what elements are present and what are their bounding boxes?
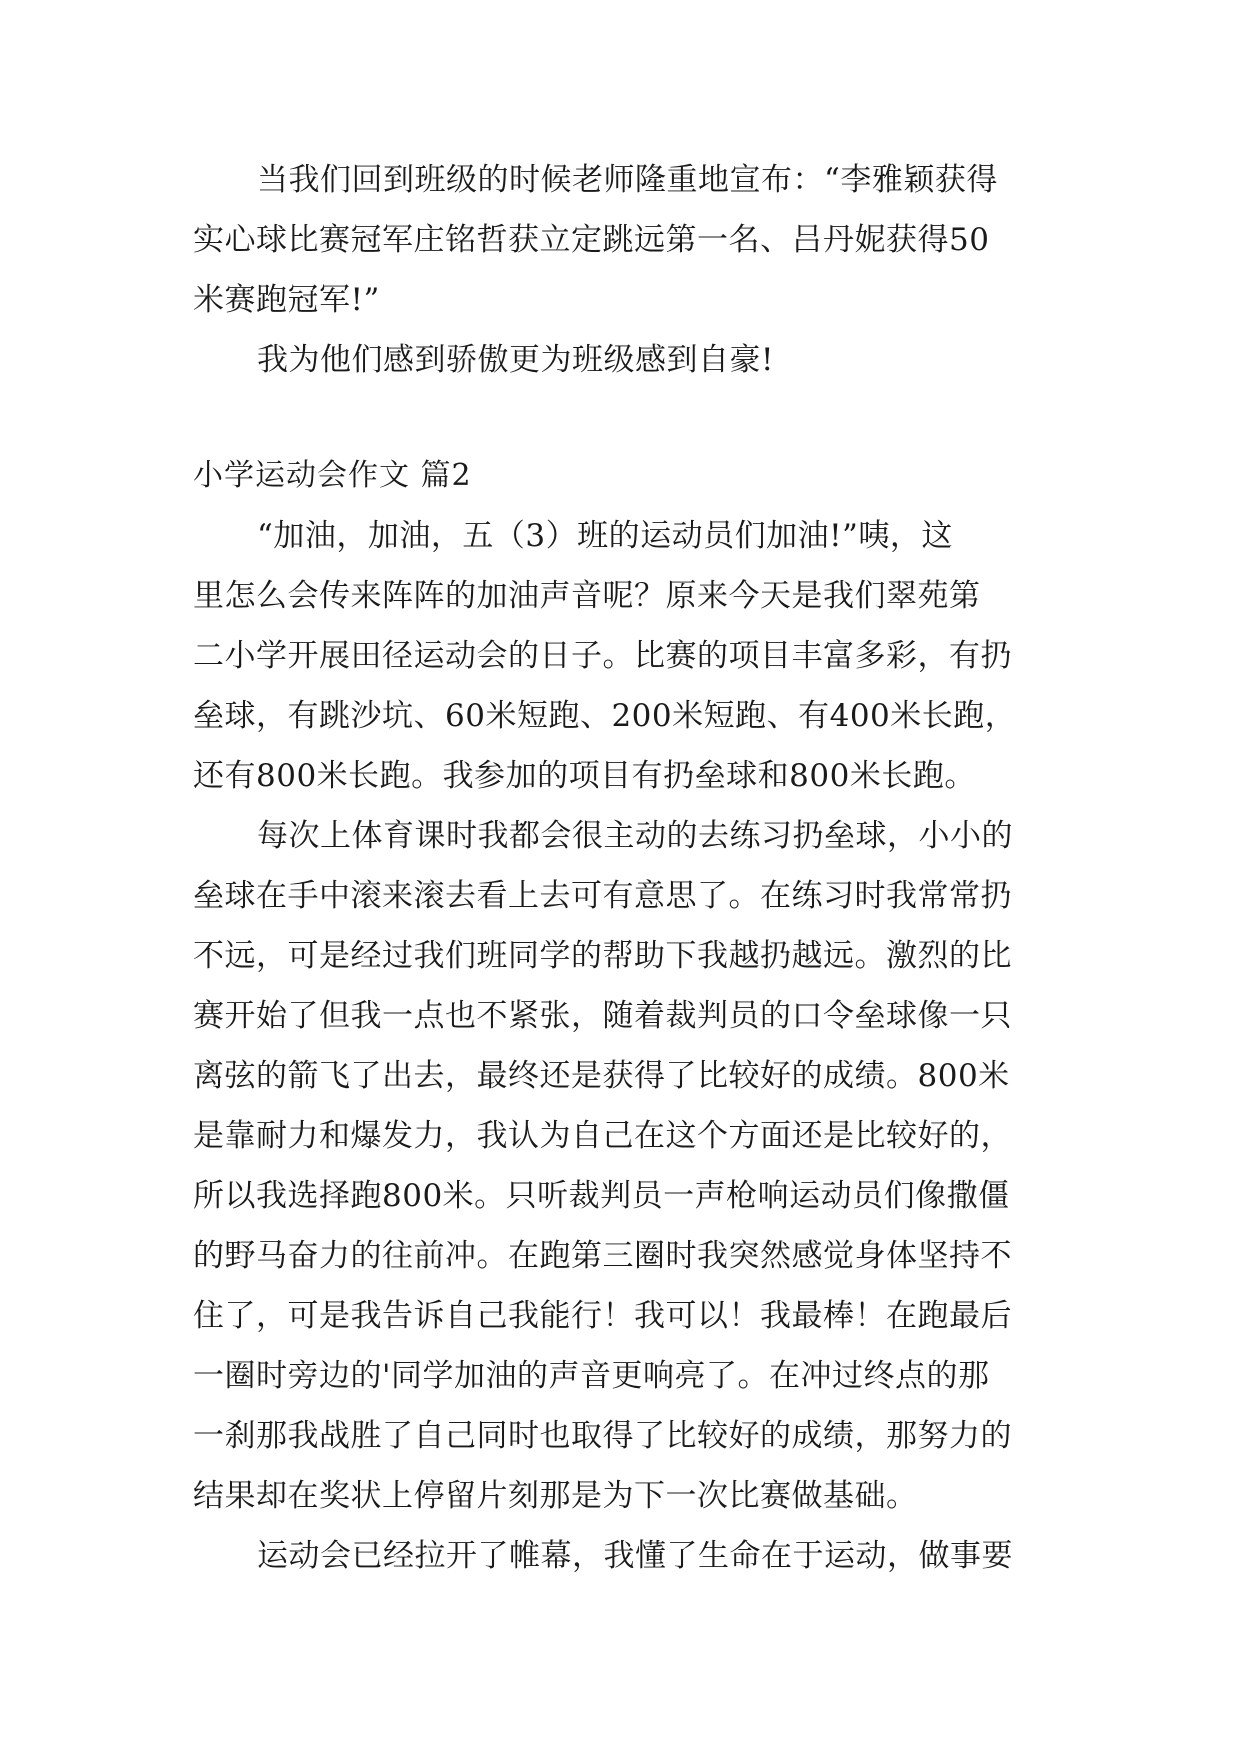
text-line: 一刹那我战胜了自己同时也取得了比较好的成绩，那努力的 xyxy=(193,1418,1012,1454)
text-line: 不远，可是经过我们班同学的帮助下我越扔越远。激烈的比 xyxy=(193,938,1012,974)
text-line: 住了，可是我告诉自己我能行！我可以！我最棒！在跑最后 xyxy=(193,1298,1012,1334)
text-line: 离弦的箭飞了出去，最终还是获得了比较好的成绩。800米 xyxy=(193,1058,1010,1094)
section-gap xyxy=(193,390,1073,446)
text-line: 垒球在手中滚来滚去看上去可有意思了。在练习时我常常扔 xyxy=(193,878,1012,914)
section-heading: 小学运动会作文 篇2 xyxy=(193,458,472,493)
text-line: 我为他们感到骄傲更为班级感到自豪! xyxy=(257,342,774,378)
text-line: “加油，加油，五（3）班的运动员们加油!”咦，这 xyxy=(257,518,953,554)
paragraph-competition xyxy=(193,806,1073,1526)
text-line: 垒球，有跳沙坑、60米短跑、200米短跑、有400米长跑， xyxy=(193,698,1017,734)
text-line: 一圈时旁边的'同学加油的声音更响亮了。在冲过终点的那 xyxy=(193,1358,990,1394)
text-line: 当我们回到班级的时候老师隆重地宣布：“李雅颖获得 xyxy=(257,162,998,198)
text-line: 米赛跑冠军!” xyxy=(193,282,380,318)
text-line: 还有800米长跑。我参加的项目有扔垒球和800米长跑。 xyxy=(193,758,976,794)
text-line: 是靠耐力和爆发力，我认为自己在这个方面还是比较好的， xyxy=(193,1118,1012,1154)
paragraph-pride xyxy=(193,330,1073,390)
text-line: 赛开始了但我一点也不紧张，随着裁判员的口令垒球像一只 xyxy=(193,998,1012,1034)
text-line: 实心球比赛冠军庄铭哲获立定跳远第一名、吕丹妮获得50 xyxy=(193,222,990,258)
text-line: 结果却在奖状上停留片刻那是为下一次比赛做基础。 xyxy=(193,1478,918,1514)
text-line: 里怎么会传来阵阵的加油声音呢？原来今天是我们翠苑第 xyxy=(193,578,981,614)
text-line: 所以我选择跑800米。只听裁判员一声枪响运动员们像撒僵 xyxy=(193,1178,1010,1214)
text-line: 运动会已经拉开了帷幕，我懂了生命在于运动，做事要 xyxy=(257,1538,1013,1574)
text-line: 二小学开展田径运动会的日子。比赛的项目丰富多彩，有扔 xyxy=(193,638,1012,674)
text-line: 每次上体育课时我都会很主动的去练习扔垒球，小小的 xyxy=(257,818,1013,854)
paragraph-announcement xyxy=(193,150,1073,330)
paragraph-cheering xyxy=(193,506,1073,806)
paragraph-conclusion xyxy=(193,1526,1073,1586)
document-page xyxy=(193,150,1073,1586)
text-line: 的野马奋力的往前冲。在跑第三圈时我突然感觉身体坚持不 xyxy=(193,1238,1012,1274)
